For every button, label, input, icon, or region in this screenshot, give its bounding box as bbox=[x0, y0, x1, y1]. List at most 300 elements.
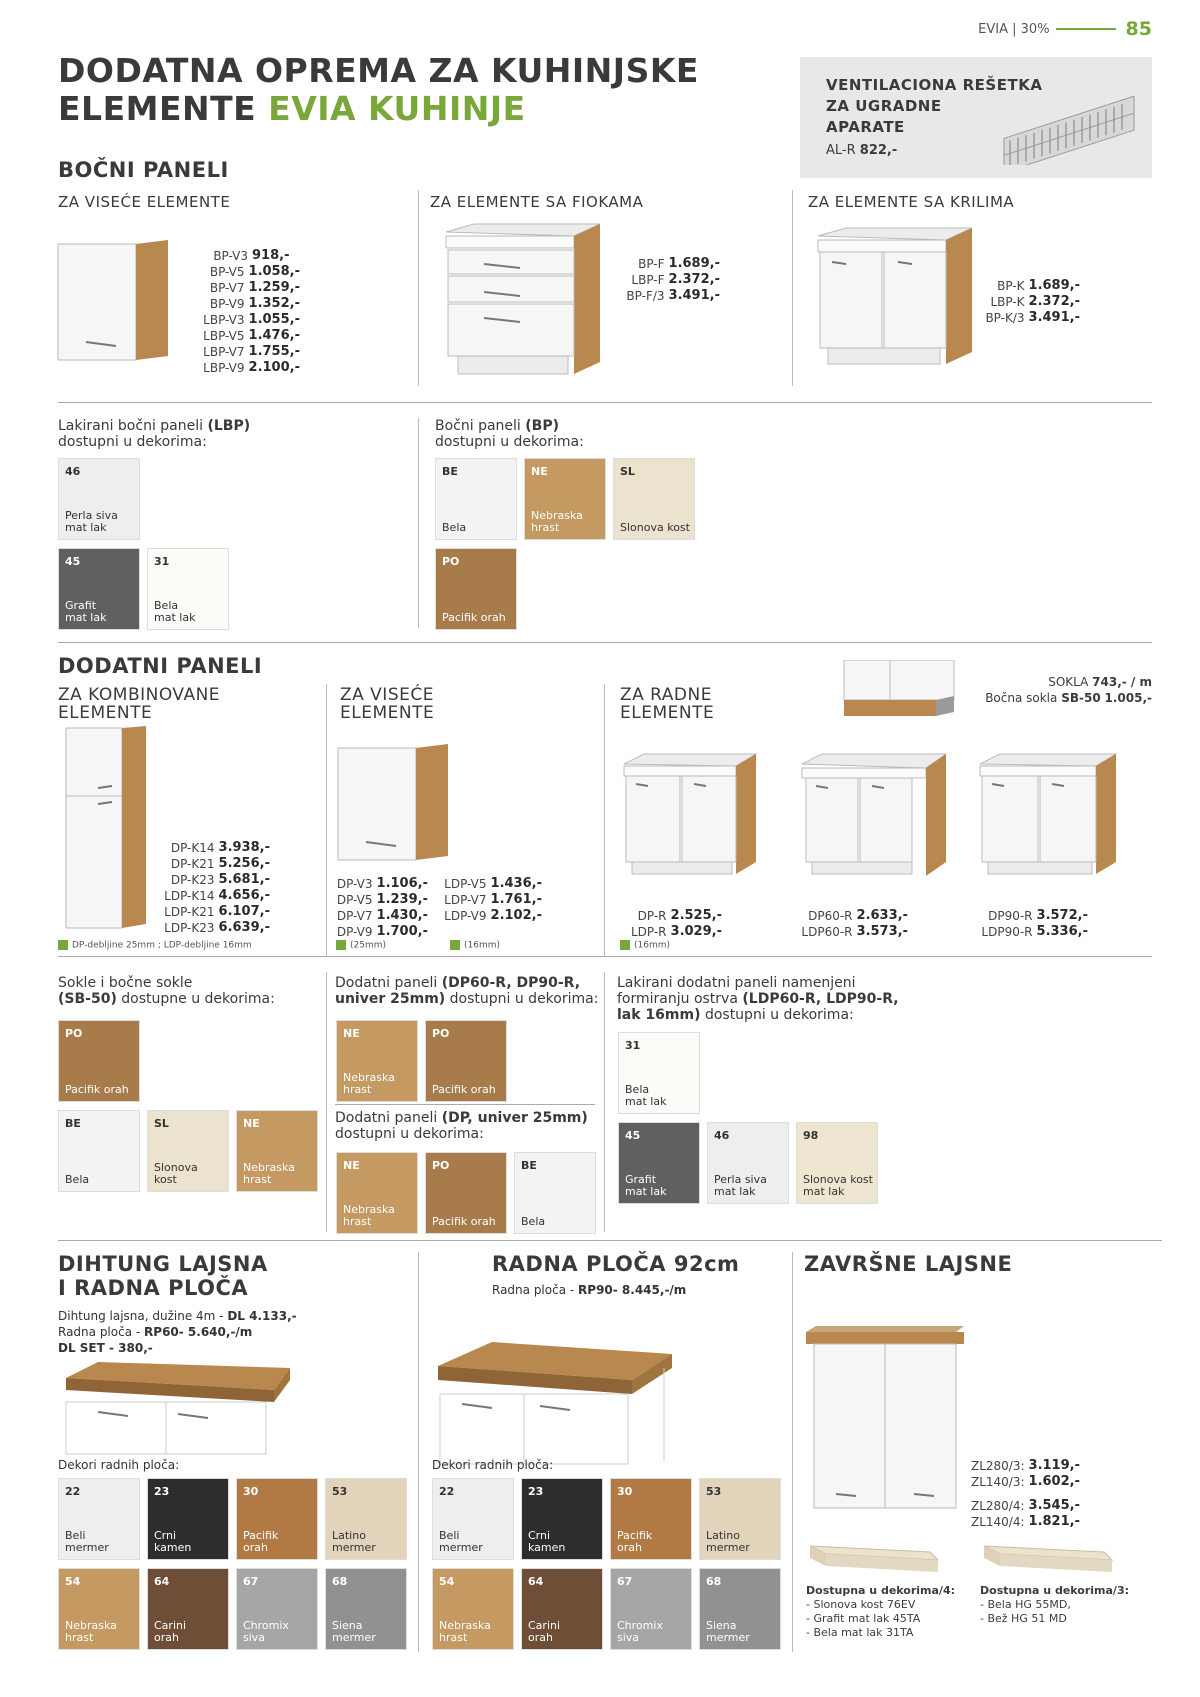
dodatni-c3-t1: ZA RADNE bbox=[620, 685, 712, 705]
decor-swatch bbox=[610, 1568, 692, 1650]
decor-swatch bbox=[524, 458, 606, 540]
dpr-label-a: Dodatni paneli bbox=[335, 975, 442, 991]
price-code: DP-K23 bbox=[170, 873, 215, 887]
swatch-name: Bela bbox=[65, 1173, 90, 1186]
bocni-col2-price-row bbox=[600, 272, 720, 288]
decor-swatch bbox=[336, 1020, 418, 1102]
swatch-code: 64 bbox=[154, 1575, 170, 1588]
ventilation-grille-box bbox=[800, 57, 1152, 178]
dodatni-c2-note-b-text: (16mm) bbox=[464, 940, 501, 951]
price-value: 3.573,- bbox=[856, 924, 908, 939]
section-dihtung bbox=[58, 1252, 268, 1300]
swatch-name: Chromix siva bbox=[617, 1619, 663, 1644]
ldp-label-c: (LDP60-R, LDP90-R, bbox=[742, 991, 899, 1007]
ldp-label bbox=[617, 975, 899, 1023]
price-code: DP90-R bbox=[988, 909, 1033, 923]
swatch-name: Slonova kost mat lak bbox=[803, 1173, 873, 1198]
decor-swatch bbox=[521, 1478, 603, 1560]
price-code: LDP-K14 bbox=[164, 889, 215, 903]
divider bbox=[58, 1240, 1162, 1241]
dodatni-c2b-price-row bbox=[432, 876, 542, 892]
decor-swatch bbox=[521, 1568, 603, 1650]
zavrsne-prices-2 bbox=[970, 1498, 1080, 1530]
swatch-name: Perla siva mat lak bbox=[714, 1173, 767, 1198]
base-cabinet-image-1 bbox=[622, 752, 762, 887]
plinth-image bbox=[840, 660, 965, 725]
dodatni-c2-title bbox=[340, 686, 434, 722]
price-value: 1.602,- bbox=[1028, 1474, 1080, 1489]
price-code: ZL280/3: bbox=[971, 1459, 1025, 1473]
bocna-code: SB-50 bbox=[1061, 691, 1101, 705]
swatch-name: Latino mermer bbox=[706, 1529, 750, 1554]
price-code: BP-K bbox=[997, 279, 1025, 293]
dodatni-g2-price-row bbox=[790, 908, 908, 924]
swatch-name: Carini orah bbox=[154, 1619, 187, 1644]
zavrsne-decors-3 bbox=[980, 1584, 1129, 1626]
dodatni-g2-price-row bbox=[790, 924, 908, 940]
dihtung-l2a: Radna ploča - bbox=[58, 1325, 145, 1339]
swatch-name: Slonova kost bbox=[620, 521, 690, 534]
swatch-name: Pacifik orah bbox=[432, 1215, 496, 1228]
worktop-image-2 bbox=[432, 1340, 692, 1470]
dodatni-c1-t1: ZA KOMBINOVANE bbox=[58, 685, 221, 705]
decor-swatch bbox=[147, 1110, 229, 1192]
price-value: 1.058,- bbox=[248, 264, 300, 279]
price-value: 1.430,- bbox=[376, 908, 428, 923]
dodatni-c1-price-row bbox=[150, 920, 270, 936]
bocni-col1-price-row bbox=[180, 312, 300, 328]
dodatni-c3-note-text: (16mm) bbox=[634, 940, 671, 951]
dodatni-c2b-price-row bbox=[432, 908, 542, 924]
bocni-col3-price-row bbox=[960, 278, 1080, 294]
vent-price bbox=[826, 143, 897, 158]
bocni-col1-prices bbox=[180, 248, 300, 376]
price-code: DP-K14 bbox=[170, 841, 215, 855]
swatch-code: PO bbox=[442, 555, 460, 568]
swatch-code: BE bbox=[521, 1159, 537, 1172]
price-code: BP-K/3 bbox=[985, 311, 1025, 325]
top-moulding-cabinet-image bbox=[806, 1326, 976, 1516]
dodatni-c1-price-row bbox=[150, 856, 270, 872]
radna-la: Radna ploča - bbox=[492, 1283, 579, 1297]
dihtung-l3: DL SET - 380,- bbox=[58, 1341, 153, 1355]
price-value: 6.107,- bbox=[218, 904, 270, 919]
lbp-label-c: dostupni u dekorima: bbox=[58, 434, 207, 450]
price-value: 3.491,- bbox=[668, 288, 720, 303]
star-icon bbox=[336, 940, 346, 950]
zavrsne-decors-4 bbox=[806, 1584, 955, 1640]
dodatni-c2a-price-row bbox=[320, 892, 428, 908]
decor-list-item: - Bež HG 51 MD bbox=[980, 1612, 1067, 1625]
decor-swatch bbox=[796, 1122, 878, 1204]
swatch-code: NE bbox=[343, 1159, 360, 1172]
price-code: LBP-K bbox=[990, 295, 1025, 309]
decor-swatch bbox=[58, 1110, 140, 1192]
price-code: LDP-V7 bbox=[444, 893, 487, 907]
title-line-1: DODATNA OPREMA ZA KUHINJSKE bbox=[58, 51, 699, 90]
dihtung-h2: I RADNA PLOČA bbox=[58, 1276, 249, 1300]
price-code: LDP-K23 bbox=[164, 921, 215, 935]
dodatni-c3-g3 bbox=[968, 908, 1088, 940]
zavrsne-price-row bbox=[970, 1474, 1080, 1490]
title-line-2b: EVIA KUHINJE bbox=[268, 89, 526, 128]
divider bbox=[418, 418, 419, 628]
decor-swatch bbox=[336, 1152, 418, 1234]
price-value: 1.700,- bbox=[376, 924, 428, 939]
lbp-label bbox=[58, 418, 250, 450]
vent-grille-image bbox=[996, 65, 1146, 165]
swatch-name: Nebraska hrast bbox=[531, 509, 583, 534]
price-value: 2.372,- bbox=[668, 272, 720, 287]
swatch-name: Pacifik orah bbox=[617, 1529, 653, 1554]
swatch-name: Nebraska hrast bbox=[65, 1619, 117, 1644]
dodatni-c1-note-text: DP-debljine 25mm ; LDP-debljine 16mm bbox=[72, 940, 252, 951]
bocni-col3-prices bbox=[960, 278, 1080, 326]
price-value: 1.352,- bbox=[248, 296, 300, 311]
dpr-label-b: (DP60-R, DP90-R, bbox=[441, 975, 581, 991]
dodatni-c2-prices-a bbox=[320, 876, 428, 940]
header-divider bbox=[1056, 28, 1116, 30]
bocni-col1-price-row bbox=[180, 344, 300, 360]
price-value: 2.633,- bbox=[856, 908, 908, 923]
decor-swatch bbox=[435, 458, 517, 540]
section-radna-ploca: RADNA PLOČA 92cm bbox=[492, 1252, 740, 1276]
divider bbox=[604, 972, 605, 1232]
dihtung-prices bbox=[58, 1308, 297, 1356]
swatch-name: Crni kamen bbox=[154, 1529, 192, 1554]
dodatni-c2b-price-row bbox=[432, 892, 542, 908]
swatch-name: Carini orah bbox=[528, 1619, 561, 1644]
price-value: 5.336,- bbox=[1036, 924, 1088, 939]
swatch-name: Nebraska hrast bbox=[343, 1203, 395, 1228]
decor-list-item: - Bela HG 55MD, bbox=[980, 1598, 1071, 1611]
zavrsne-price-row bbox=[970, 1498, 1080, 1514]
swatch-code: PO bbox=[65, 1027, 83, 1040]
price-code: BP-F/3 bbox=[626, 289, 665, 303]
page-number: 85 bbox=[1125, 18, 1152, 40]
zavrsne-price-row bbox=[970, 1458, 1080, 1474]
price-value: 3.572,- bbox=[1036, 908, 1088, 923]
ldp-label-a: Lakirani dodatni paneli namenjeni bbox=[617, 975, 856, 991]
swatch-code: 31 bbox=[625, 1039, 641, 1052]
swatch-name: Nebraska hrast bbox=[243, 1161, 295, 1186]
dihtung-h1: DIHTUNG LAJSNA bbox=[58, 1252, 268, 1276]
decor-swatch bbox=[618, 1032, 700, 1114]
divider bbox=[326, 972, 327, 1232]
bocni-col2-price-row bbox=[600, 288, 720, 304]
decor-swatch bbox=[514, 1152, 596, 1234]
dodatni-c3-g1 bbox=[610, 908, 722, 940]
price-code: BP-V7 bbox=[209, 281, 245, 295]
swatch-name: Pacifik orah bbox=[442, 611, 506, 624]
swatch-name: Beli mermer bbox=[65, 1529, 109, 1554]
price-value: 1.436,- bbox=[490, 876, 542, 891]
swatch-name: Bela mat lak bbox=[154, 599, 196, 624]
decor-swatch bbox=[432, 1568, 514, 1650]
price-value: 1.755,- bbox=[248, 344, 300, 359]
radna-lb: RP90- 8.445,-/m bbox=[578, 1283, 687, 1297]
price-value: 1.259,- bbox=[248, 280, 300, 295]
price-code: LBP-V7 bbox=[203, 345, 245, 359]
vent-line-3: APARATE bbox=[826, 118, 905, 136]
brand-label: EVIA | 30% bbox=[978, 21, 1050, 37]
section-bocni-paneli: BOČNI PANELI bbox=[58, 158, 229, 182]
decor-swatch bbox=[58, 1020, 140, 1102]
swatch-code: 46 bbox=[65, 465, 81, 478]
swatch-code: 67 bbox=[243, 1575, 259, 1588]
price-code: BP-V3 bbox=[213, 249, 248, 263]
price-value: 1.689,- bbox=[668, 256, 720, 271]
page-title bbox=[58, 52, 699, 128]
swatch-code: PO bbox=[432, 1027, 450, 1040]
price-code: LDP90-R bbox=[981, 925, 1033, 939]
dp-label-b: (DP, univer 25mm) bbox=[441, 1110, 588, 1126]
decor-swatch bbox=[425, 1152, 507, 1234]
dp-label-a: Dodatni paneli bbox=[335, 1110, 442, 1126]
swatch-code: BE bbox=[65, 1117, 81, 1130]
swatch-code: 31 bbox=[154, 555, 170, 568]
ldp-label-d: lak 16mm) bbox=[617, 1007, 701, 1023]
price-code: ZL280/4: bbox=[971, 1499, 1025, 1513]
dodatni-c1-note bbox=[58, 940, 252, 951]
swatch-code: 23 bbox=[528, 1485, 544, 1498]
price-code: LBP-F bbox=[631, 273, 665, 287]
section-dodatni-paneli: DODATNI PANELI bbox=[58, 654, 263, 678]
dodatni-c3-title bbox=[620, 686, 714, 722]
price-value: 3.029,- bbox=[670, 924, 722, 939]
price-value: 5.681,- bbox=[218, 872, 270, 887]
swatch-code: BE bbox=[442, 465, 458, 478]
sokle-label bbox=[58, 975, 275, 1007]
swatch-code: NE bbox=[343, 1027, 360, 1040]
swatch-code: 54 bbox=[439, 1575, 455, 1588]
worktop-image-1 bbox=[58, 1360, 298, 1460]
price-code: DP-R bbox=[637, 909, 667, 923]
price-value: 3.938,- bbox=[218, 840, 270, 855]
swatch-code: PO bbox=[432, 1159, 450, 1172]
price-value: 1.689,- bbox=[1028, 278, 1080, 293]
dodatni-c2-t1: ZA VISEĆE bbox=[340, 685, 434, 705]
swatch-code: 53 bbox=[706, 1485, 722, 1498]
star-icon bbox=[58, 940, 68, 950]
decor-swatch bbox=[236, 1478, 318, 1560]
star-icon bbox=[620, 940, 630, 950]
bocni-col1-price-row bbox=[180, 264, 300, 280]
decor-swatch bbox=[699, 1478, 781, 1560]
dodatni-c1-title bbox=[58, 686, 220, 722]
swatch-name: Latino mermer bbox=[332, 1529, 376, 1554]
swatch-name: Pacifik orah bbox=[243, 1529, 279, 1554]
price-value: 3.491,- bbox=[1028, 310, 1080, 325]
divider bbox=[604, 684, 605, 956]
vent-code: AL-R bbox=[826, 143, 856, 158]
swatch-name: Bela bbox=[442, 521, 467, 534]
price-code: DP-K21 bbox=[170, 857, 215, 871]
price-code: LDP60-R bbox=[801, 925, 853, 939]
price-code: BP-V9 bbox=[209, 297, 245, 311]
swatch-code: 53 bbox=[332, 1485, 348, 1498]
swatch-code: 46 bbox=[714, 1129, 730, 1142]
price-value: 1.476,- bbox=[248, 328, 300, 343]
decor-swatch bbox=[236, 1110, 318, 1192]
dp-label bbox=[335, 1110, 588, 1142]
swatch-code: 45 bbox=[65, 555, 81, 568]
divider bbox=[792, 1252, 793, 1652]
bocni-col1-price-row bbox=[180, 248, 300, 264]
dodatni-g3-price-row bbox=[968, 908, 1088, 924]
swatch-code: 45 bbox=[625, 1129, 641, 1142]
wall-cabinet-image-2 bbox=[336, 744, 456, 869]
sokle-label-b: (SB-50) bbox=[58, 991, 117, 1007]
price-code: DP60-R bbox=[808, 909, 853, 923]
price-code: BP-F bbox=[638, 257, 665, 271]
vent-line-1: VENTILACIONA REŠETKA bbox=[826, 76, 1043, 94]
swatch-code: NE bbox=[531, 465, 548, 478]
bocni-col1-price-row bbox=[180, 296, 300, 312]
dodatni-c1-price-row bbox=[150, 888, 270, 904]
divider bbox=[58, 956, 1152, 957]
swatch-name: Bela mat lak bbox=[625, 1083, 667, 1108]
dodatni-c2a-price-row bbox=[320, 924, 428, 940]
swatch-name: Perla siva mat lak bbox=[65, 509, 118, 534]
dodatni-g1-price-row bbox=[610, 908, 722, 924]
decor-swatch bbox=[618, 1122, 700, 1204]
door-cabinet-image bbox=[816, 226, 976, 376]
swatch-name: Bela bbox=[521, 1215, 546, 1228]
price-code: DP-V3 bbox=[336, 877, 373, 891]
dodatni-c2a-price-row bbox=[320, 908, 428, 924]
divider bbox=[792, 190, 793, 386]
price-value: 3.545,- bbox=[1028, 1498, 1080, 1513]
price-value: 6.639,- bbox=[218, 920, 270, 935]
price-code: LDP-V5 bbox=[444, 877, 487, 891]
decor-swatch bbox=[325, 1568, 407, 1650]
dodatni-c1-price-row bbox=[150, 904, 270, 920]
price-code: LDP-R bbox=[630, 925, 667, 939]
price-code: DP-V9 bbox=[336, 925, 373, 939]
dodatni-g3-price-row bbox=[968, 924, 1088, 940]
decor-swatch bbox=[147, 1568, 229, 1650]
bocni-col1-price-row bbox=[180, 328, 300, 344]
dpr-label-d: dostupni u dekorima: bbox=[445, 991, 599, 1007]
price-value: 2.372,- bbox=[1028, 294, 1080, 309]
decor-list-item: - Bela mat lak 31TA bbox=[806, 1626, 914, 1639]
decor-swatch bbox=[610, 1478, 692, 1560]
divider bbox=[418, 190, 419, 386]
bp-label-c: dostupni u dekorima: bbox=[435, 434, 584, 450]
moulding-profile-3-image bbox=[980, 1538, 1120, 1578]
swatch-code: 54 bbox=[65, 1575, 81, 1588]
price-value: 4.656,- bbox=[218, 888, 270, 903]
star-icon bbox=[450, 940, 460, 950]
price-code: DP-V5 bbox=[336, 893, 373, 907]
price-code: LBP-V5 bbox=[203, 329, 245, 343]
swatch-code: 98 bbox=[803, 1129, 819, 1142]
sokle-label-c: dostupne u dekorima: bbox=[116, 991, 275, 1007]
swatch-code: NE bbox=[243, 1117, 260, 1130]
radna-price bbox=[492, 1283, 686, 1297]
swatch-code: 22 bbox=[439, 1485, 455, 1498]
swatch-name: Pacifik orah bbox=[65, 1083, 129, 1096]
price-code: LDP-V9 bbox=[444, 909, 487, 923]
swatch-name: Grafit mat lak bbox=[625, 1173, 667, 1198]
bocni-col1-price-row bbox=[180, 360, 300, 376]
swatch-name: Beli mermer bbox=[439, 1529, 483, 1554]
zavrsne-prices-1 bbox=[970, 1458, 1080, 1490]
vent-line-2: ZA UGRADNE bbox=[826, 97, 942, 115]
decor-swatch bbox=[325, 1478, 407, 1560]
bp-label-b: (BP) bbox=[525, 418, 559, 434]
price-value: 1.761,- bbox=[490, 892, 542, 907]
price-value: 1.106,- bbox=[376, 876, 428, 891]
dodatni-c3-t2: ELEMENTE bbox=[620, 703, 715, 723]
swatch-name: Slonova kost bbox=[154, 1161, 198, 1186]
swatch-name: Grafit mat lak bbox=[65, 599, 107, 624]
bocni-col2-title: ZA ELEMENTE SA FIOKAMA bbox=[430, 193, 644, 211]
lbp-label-b: (LBP) bbox=[207, 418, 251, 434]
swatch-name: Siena mermer bbox=[332, 1619, 376, 1644]
dodatni-c1-price-row bbox=[150, 840, 270, 856]
sokla-prices bbox=[985, 674, 1152, 706]
dpr-label bbox=[335, 975, 598, 1007]
price-value: 3.119,- bbox=[1028, 1458, 1080, 1473]
bocni-col3-title: ZA ELEMENTE SA KRILIMA bbox=[808, 193, 1015, 211]
swatch-code: 64 bbox=[528, 1575, 544, 1588]
sokla-price: 743,- / m bbox=[1092, 675, 1152, 689]
swatch-name: Nebraska hrast bbox=[439, 1619, 491, 1644]
swatch-name: Chromix siva bbox=[243, 1619, 289, 1644]
decor-swatch bbox=[58, 1568, 140, 1650]
title-line-2 bbox=[58, 90, 699, 128]
swatch-name: Crni kamen bbox=[528, 1529, 566, 1554]
ldp-label-b: formiranju ostrva bbox=[617, 991, 743, 1007]
bocna-label: Bočna sokla bbox=[985, 691, 1058, 705]
radna-dekori-label: Dekori radnih ploča: bbox=[432, 1458, 554, 1472]
swatch-code: 68 bbox=[706, 1575, 722, 1588]
swatch-name: Nebraska hrast bbox=[343, 1071, 395, 1096]
decor-swatch bbox=[58, 1478, 140, 1560]
decor-swatch bbox=[613, 458, 695, 540]
lbp-label-a: Lakirani bočni paneli bbox=[58, 418, 208, 434]
dodatni-c2-t2: ELEMENTE bbox=[340, 703, 435, 723]
bocni-col1-title: ZA VISEĆE ELEMENTE bbox=[58, 193, 231, 211]
decor-list-title: Dostupna u dekorima/4: bbox=[806, 1584, 956, 1597]
price-value: 2.102,- bbox=[490, 908, 542, 923]
divider bbox=[58, 642, 1152, 643]
decor-swatch bbox=[699, 1568, 781, 1650]
drawer-cabinet-image bbox=[444, 222, 604, 387]
decor-swatch bbox=[147, 1478, 229, 1560]
decor-list-title: Dostupna u dekorima/3: bbox=[980, 1584, 1130, 1597]
dodatni-c2-note-a bbox=[336, 940, 386, 951]
vent-price-value: 822,- bbox=[859, 143, 898, 158]
dihtung-l1b: DL 4.133,- bbox=[227, 1309, 297, 1323]
bocni-col3-price-row bbox=[960, 310, 1080, 326]
price-code: ZL140/4: bbox=[971, 1515, 1025, 1529]
decor-list-item: - Grafit mat lak 45TA bbox=[806, 1612, 921, 1625]
price-value: 1.055,- bbox=[248, 312, 300, 327]
tall-cabinet-image bbox=[58, 726, 148, 936]
decor-swatch bbox=[147, 548, 229, 630]
swatch-code: SL bbox=[620, 465, 635, 478]
title-line-2a: ELEMENTE bbox=[58, 89, 269, 128]
decor-swatch bbox=[432, 1478, 514, 1560]
swatch-code: 23 bbox=[154, 1485, 170, 1498]
decor-swatch bbox=[435, 548, 517, 630]
divider bbox=[418, 1252, 419, 1652]
dodatni-c2a-price-row bbox=[320, 876, 428, 892]
decor-swatch bbox=[58, 548, 140, 630]
